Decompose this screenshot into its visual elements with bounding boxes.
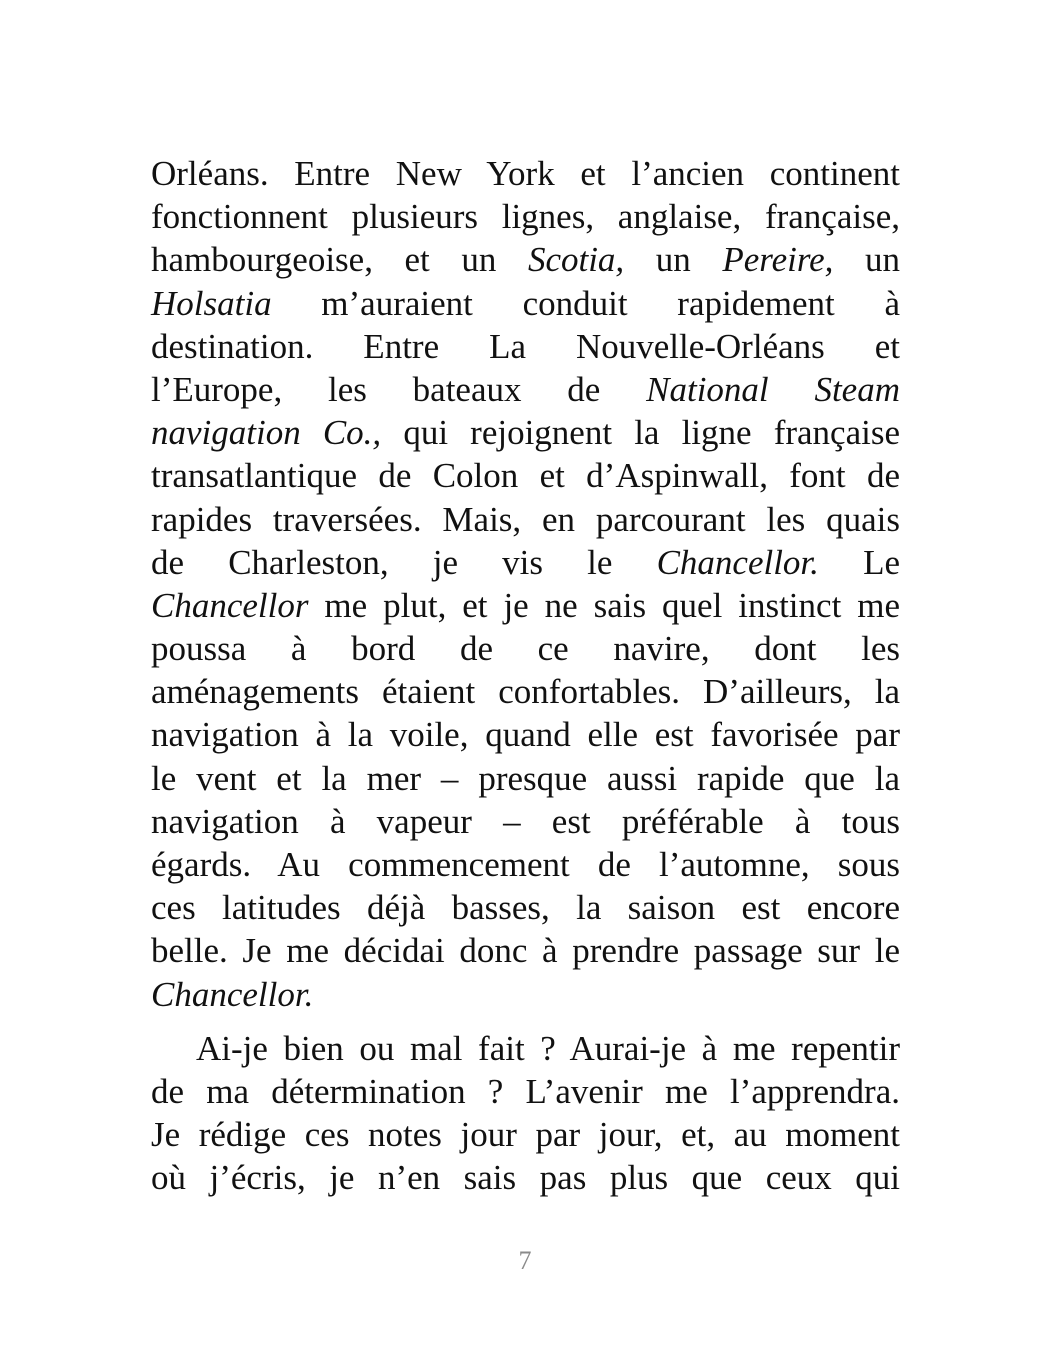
company-name: National Steam xyxy=(646,369,900,409)
ship-name: Chancellor. xyxy=(656,542,819,582)
text-line xyxy=(151,973,900,1016)
text-line: hambourgeoise, et un Scotia, un Pereire, un xyxy=(151,240,901,280)
text-line: navigation à la voile, quand elle est favorisée par xyxy=(151,715,900,755)
text-line: le vent et la mer – presque aussi rapide que la xyxy=(151,758,900,798)
ship-name: Chancellor xyxy=(151,585,309,625)
text-line: navigation Co., qui rejoignent la ligne française xyxy=(151,413,900,453)
paragraph-spacing xyxy=(151,1016,900,1027)
text-line: Orléans. Entre New York et l’ancien continent xyxy=(151,154,900,193)
text-line: Chancellor me plut, et je ne sais quel instinct me xyxy=(151,585,900,625)
ship-name: Scotia, xyxy=(527,240,625,280)
text-line: navigation à vapeur – est préférable à tous xyxy=(151,801,900,841)
text-line: égards. Au commencement de l’automne, sous xyxy=(151,845,900,884)
text-line: destination. Entre La Nouvelle-Orléans et xyxy=(151,326,900,366)
text-line: rapides traversées. Mais, en parcourant les quais xyxy=(151,499,900,539)
text-line: fonctionnent plusieurs lignes, anglaise, française, xyxy=(151,197,900,237)
text-line: transatlantique de Colon et d’Aspinwall, font de xyxy=(151,456,900,496)
text-line: où j’écris, je n’en sais pas plus que ceux qui xyxy=(151,1158,900,1198)
paragraph-2 xyxy=(151,1027,900,1200)
text-line: belle. Je me décidai donc à prendre passage sur le xyxy=(151,931,900,971)
text-line: l’Europe, les bateaux de National Steam xyxy=(151,369,900,409)
text-line: de ma détermination ? L’avenir me l’apprendra. xyxy=(151,1071,900,1111)
company-name: navigation Co., xyxy=(151,413,382,453)
body-text xyxy=(151,152,900,1200)
text-line: aménagements étaient confortables. D’ailleurs, la xyxy=(151,672,900,712)
ship-name: Chancellor. xyxy=(151,974,314,1014)
page-number: 7 xyxy=(518,1246,532,1275)
ship-name: Holsatia xyxy=(151,283,272,323)
text-line: ces latitudes déjà basses, la saison est encore xyxy=(151,888,900,928)
text-line: Holsatia m’auraient conduit rapidement à xyxy=(151,283,900,323)
text-line: Ai-je bien ou mal fait ? Aurai-je à me repentir xyxy=(196,1028,900,1068)
text-line: poussa à bord de ce navire, dont les xyxy=(151,629,900,669)
text-line: de Charleston, je vis le Chancellor. Le xyxy=(151,542,900,582)
ship-name: Pereire, xyxy=(722,240,834,280)
text-line: Je rédige ces notes jour par jour, et, au moment xyxy=(151,1115,900,1155)
paragraph-1 xyxy=(151,152,900,1016)
